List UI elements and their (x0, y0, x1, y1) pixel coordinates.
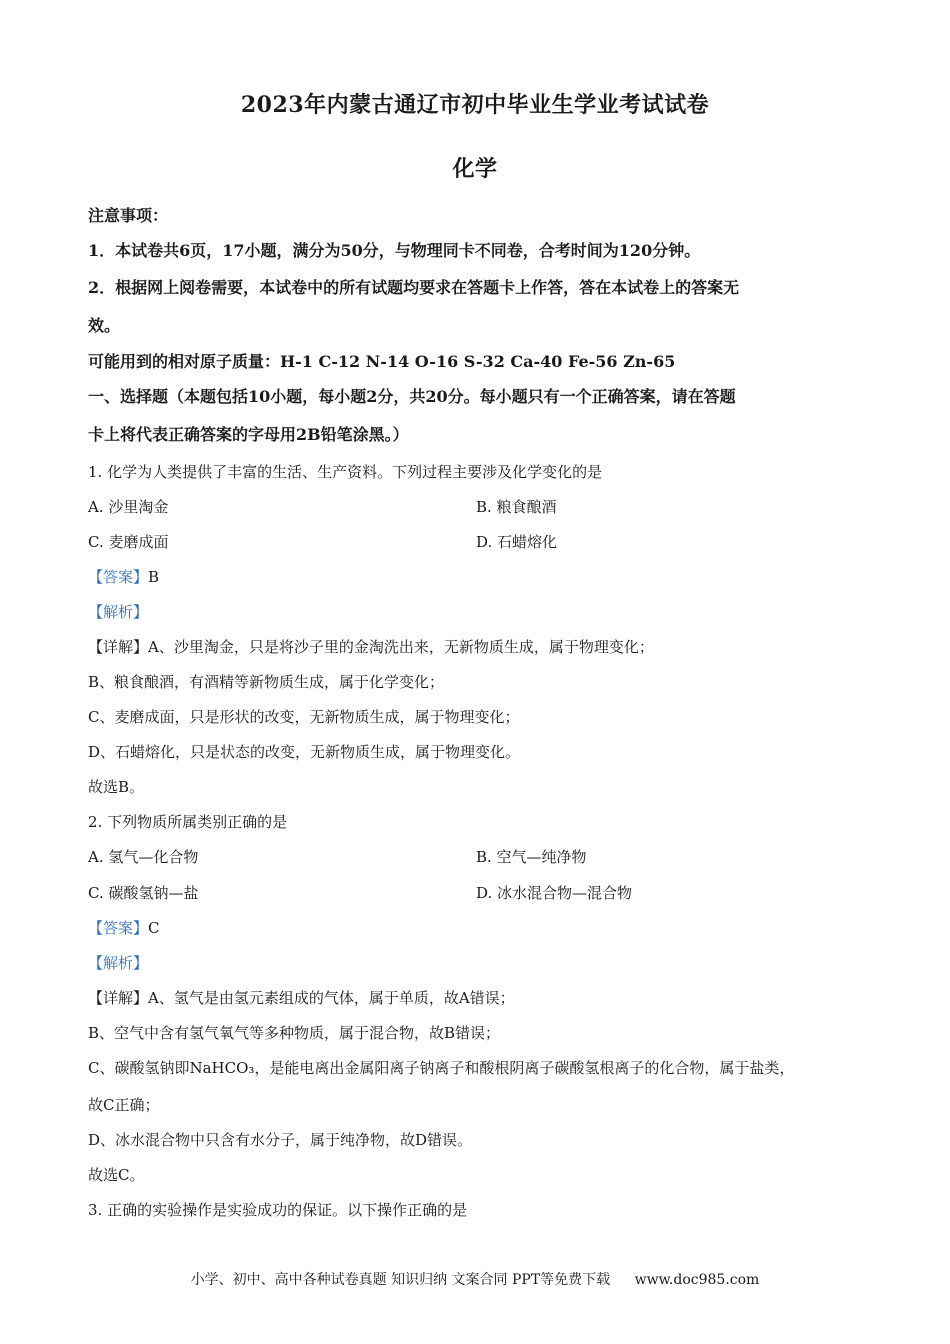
q2-detail-4: D、冰水混合物中只含有水分子，属于纯净物，故D错误。 (88, 1131, 473, 1149)
q1-answer-tag: 【答案】 (88, 568, 149, 586)
footer-text: 小学、初中、高中各种试卷真题 知识归纳 文案合同 PPT等免费下载 (190, 1272, 611, 1288)
q1-option-a: A. 沙里淘金 (88, 498, 169, 516)
q2-option-d: D. 冰水混合物—混合物 (476, 884, 633, 902)
q2-detail-3-line-2: 故C正确； (88, 1096, 160, 1114)
q2-detail-3-line-1: C、碳酸氢钠即NaHCO₃，是能电离出金属阳离子钠离子和酸根阴离子碳酸氢根离子的化合物，属于盐类， (88, 1059, 795, 1077)
q2-stem: 2. 下列物质所属类别正确的是 (88, 813, 288, 831)
notice-item-1: 1．本试卷共6页，17小题，满分为50分，与物理同卡不同卷，合考时间为120分钟。 (88, 241, 701, 260)
q2-detail-2: B、空气中含有氢气氧气等多种物质，属于混合物，故B错误； (88, 1024, 501, 1042)
q1-analysis-tag: 【解析】 (88, 603, 149, 621)
section-1-heading-line-1: 一、选择题（本题包括10小题，每小题2分，共20分。每小题只有一个正确答案，请在答题 (88, 387, 736, 406)
q1-conclusion: 故选B。 (88, 778, 145, 796)
q1-stem: 1. 化学为人类提供了丰富的生活、生产资料。下列过程主要涉及化学变化的是 (88, 463, 603, 481)
q1-answer-value: B (148, 568, 160, 586)
page-footer (0, 1269, 950, 1289)
notice-heading: 注意事项： (88, 206, 169, 225)
q2-answer-line (88, 918, 868, 938)
subject-title: 化学 (452, 156, 498, 182)
notice-item-2-line-2: 效。 (88, 316, 121, 335)
q1-option-c: C. 麦磨成面 (88, 533, 169, 551)
q1-detail-4: D、石蜡熔化，只是状态的改变，无新物质生成，属于物理变化。 (88, 743, 521, 761)
q1-option-d: D. 石蜡熔化 (476, 533, 558, 551)
section-1-heading-line-2: 卡上将代表正确答案的字母用2B铅笔涂黑。） (88, 425, 409, 444)
q2-option-a: A. 氢气—化合物 (88, 848, 199, 866)
q2-detail-1: 【详解】A、氢气是由氢元素组成的气体，属于单质，故A错误； (88, 989, 515, 1007)
q2-analysis-tag: 【解析】 (88, 954, 149, 972)
q1-answer-line (88, 567, 868, 587)
q2-option-b: B. 空气—纯净物 (476, 848, 587, 866)
q2-answer-value: C (148, 919, 160, 937)
q1-detail-2: B、粮食酿酒，有酒精等新物质生成，属于化学变化； (88, 673, 445, 691)
notice-item-2-line-1: 2．根据网上阅卷需要，本试卷中的所有试题均要求在答题卡上作答，答在本试卷上的答案无 (88, 278, 740, 297)
q1-detail-1: 【详解】A、沙里淘金，只是将沙子里的金淘洗出来，无新物质生成，属于物理变化； (88, 638, 654, 656)
atomic-mass-line: 可能用到的相对原子质量：H-1 C-12 N-14 O-16 S-32 Ca-40 Fe-56 Zn-65 (88, 352, 676, 371)
q1-option-b: B. 粮食酿酒 (476, 498, 557, 516)
q2-conclusion: 故选C。 (88, 1166, 145, 1184)
q1-detail-3: C、麦磨成面，只是形状的改变，无新物质生成，属于物理变化； (88, 708, 520, 726)
q2-option-c: C. 碳酸氢钠—盐 (88, 884, 199, 902)
footer-url[interactable]: www.doc985.com (634, 1272, 760, 1288)
q3-stem: 3. 正确的实验操作是实验成功的保证。以下操作正确的是 (88, 1201, 468, 1219)
exam-title: 2023年内蒙古通辽市初中毕业生学业考试试卷 (240, 92, 710, 118)
q2-answer-tag: 【答案】 (88, 919, 149, 937)
